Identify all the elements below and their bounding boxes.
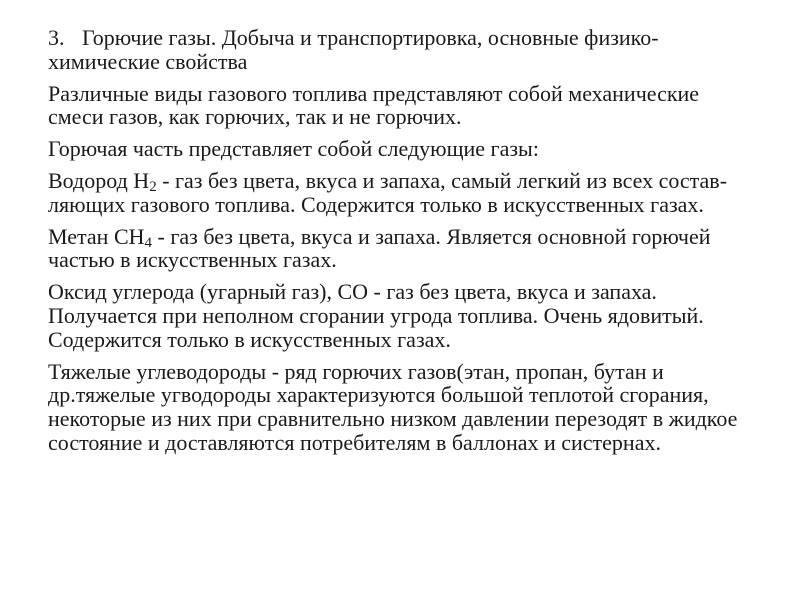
- paragraph-methane: [48, 225, 754, 273]
- paragraph-carbon-monoxide: Оксид углерода (угарный газ), CO - газ без цвета, вкуса и запаха. Получается при неполном сгорании угрода топлива. Очень ядовитый. Содержится только в искусственных газах.: [48, 279, 704, 352]
- paragraph-combustible-intro: Горючая часть представляет собой следующие газы:: [48, 136, 539, 162]
- methane-text: - газ без цвета, вкуса и запаха. Является основной горючей частью в искусственных газах.: [48, 223, 711, 273]
- paragraph-intro: Различные виды газового топлива представляют собой механические смеси газов, как горючих, так и не горючих.: [48, 80, 700, 130]
- paragraph-hydrogen: [48, 169, 754, 217]
- methane-name: Метан CH: [48, 223, 145, 249]
- hydrogen-subscript: 2: [149, 178, 157, 195]
- heading-text: Горючие газы. Добыча и транспортировка, основные физико-химические свойства: [48, 25, 659, 74]
- paragraph-heavy-hydrocarbons: Тяжелые углеводороды - ряд горючих газов(этан, пропан, бутан и др.тяжелые угводороды характеризуются большой теплотой сгорания, некоторые из них при сравнительно низком давлении перезодят в жидкое состояние и доставляются потребителям в баллонах и систернах.: [48, 358, 738, 455]
- slide-text-body: [48, 26, 754, 463]
- heading-number: 3.: [48, 25, 65, 50]
- slide-heading: [48, 26, 754, 74]
- hydrogen-text: - газ без цвета, вкуса и запаха, самый легкий из всех состав-ляющих газового топлива. Содержится только в искусственных газах.: [48, 167, 728, 217]
- methane-subscript: 4: [144, 234, 153, 251]
- hydrogen-name: Водород H: [48, 167, 150, 193]
